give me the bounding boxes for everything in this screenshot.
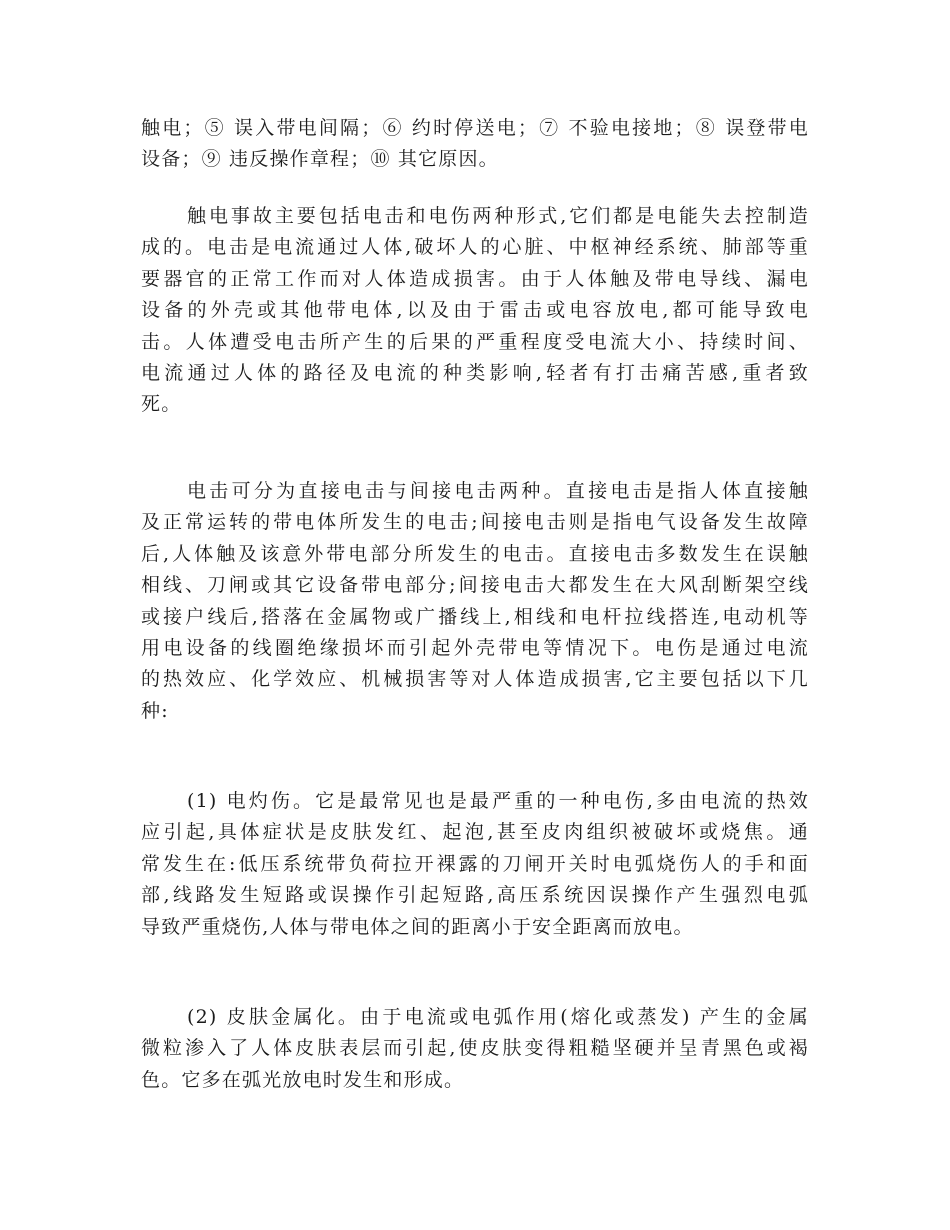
paragraph-direct-indirect-shock — [141, 476, 809, 727]
text-line: 部,线路发生短路或误操作引起短路,高压系统因误操作产生强烈电弧 — [141, 884, 809, 907]
paragraph-accident-causes — [141, 113, 809, 176]
text-line: 常发生在:低压系统带负荷拉开裸露的刀闸开关时电弧烧伤人的手和面 — [141, 852, 809, 875]
text-line: (1) 电灼伤。它是最常见也是最严重的一种电伤,多由电流的热效 — [187, 790, 809, 812]
text-line: 色。它多在弧光放电时发生和形成。 — [141, 1068, 465, 1091]
text-line: 相线、刀闸或其它设备带电部分;间接电击大都发生在大风刮断架空线 — [141, 574, 809, 597]
text-line: 后,人体触及该意外带电部分所发生的电击。直接电击多数发生在误触 — [141, 542, 809, 565]
text-line: (2) 皮肤金属化。由于电流或电弧作用(熔化或蒸发) 产生的金属 — [187, 1006, 809, 1028]
text-line: 种: — [141, 699, 169, 722]
text-line: 电击可分为直接电击与间接电击两种。直接电击是指人体直接触 — [187, 480, 809, 502]
text-line: 的热效应、化学效应、机械损害等对人体造成损害,它主要包括以下几 — [141, 668, 809, 691]
paragraph-electric-burn — [141, 786, 809, 943]
text-line: 应引起,具体症状是皮肤发红、起泡,甚至皮肉组织被破坏或烧焦。通 — [141, 821, 809, 844]
paragraph-skin-metallization — [141, 1002, 809, 1096]
text-line: 触电事故主要包括电击和电伤两种形式,它们都是电能失去控制造 — [187, 205, 809, 227]
text-line: 导致严重烧伤,人体与带电体之间的距离小于安全距离而放电。 — [141, 915, 694, 938]
text-line: 击。人体遭受电击所产生的后果的严重程度受电流大小、持续时间、 — [141, 330, 809, 353]
text-line: 成的。电击是电流通过人体,破坏人的心脏、中枢神经系统、肺部等重 — [141, 236, 809, 259]
paragraph-electric-accident-forms — [141, 201, 809, 421]
text-line: 触电；⑤ 误入带电间隔；⑥ 约时停送电；⑦ 不验电接地；⑧ 误登带电 — [141, 117, 809, 139]
text-line: 用电设备的线圈绝缘损坏而引起外壳带电等情况下。电伤是通过电流 — [141, 636, 809, 659]
text-line: 及正常运转的带电体所发生的电击;间接电击则是指电气设备发生故障 — [141, 511, 809, 534]
text-line: 设备的外壳或其他带电体,以及由于雷击或电容放电,都可能导致电 — [141, 299, 809, 322]
text-line: 或接户线后,搭落在金属物或广播线上,相线和电杆拉线搭连,电动机等 — [141, 605, 809, 628]
text-line: 要器官的正常工作而对人体造成损害。由于人体触及带电导线、漏电 — [141, 267, 809, 290]
text-line: 微粒渗入了人体皮肤表层而引起,使皮肤变得粗糙坚硬并呈青黑色或褐 — [141, 1037, 809, 1060]
text-line: 电流通过人体的路径及电流的种类影响,轻者有打击痛苦感,重者致 — [141, 361, 809, 384]
text-line: 死。 — [141, 393, 182, 416]
text-line: 设备；⑨ 违反操作章程；⑩ 其它原因。 — [141, 148, 499, 171]
